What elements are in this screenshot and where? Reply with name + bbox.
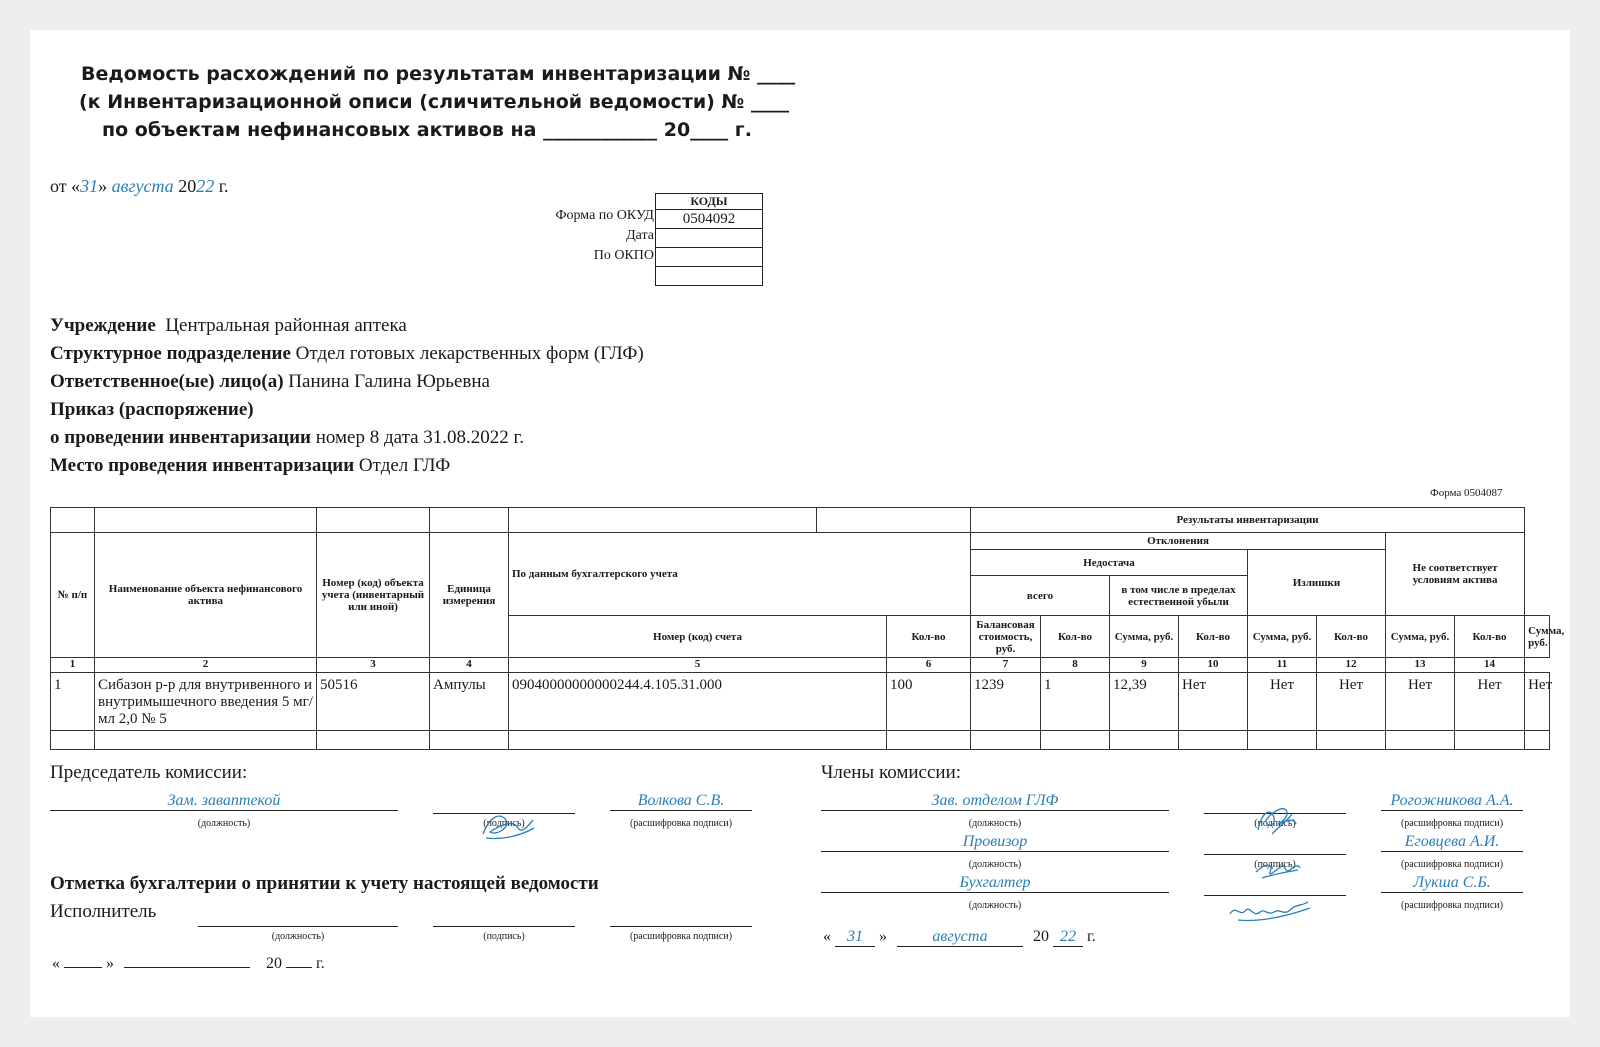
quote-open: « xyxy=(52,955,60,972)
member-2-name-label: (расшифровка подписи) xyxy=(1400,859,1504,870)
h-empty-5 xyxy=(509,508,817,533)
member-2-position: Провизор xyxy=(821,833,1169,852)
cell-name: Сибазон р-р для внутривенного и внутримышечного введения 5 мг/мл 2,0 № 5 xyxy=(95,673,317,731)
header-balance: Балансовая стоимость, руб. xyxy=(971,616,1041,658)
date-code-label: Дата xyxy=(626,228,654,243)
cell-code: 50516 xyxy=(317,673,430,731)
title-line-1: Ведомость расхождений по результатам инвентаризации № ____ xyxy=(81,63,796,85)
date-mid: » xyxy=(98,176,112,196)
executor-date-year[interactable] xyxy=(286,951,312,968)
inventory-table xyxy=(50,507,1565,750)
members-label: Члены комиссии: xyxy=(821,762,962,783)
date-prefix: от « xyxy=(50,176,81,196)
header-unit: Единица измерения xyxy=(430,533,509,658)
header-nc-sum: Сумма, руб. xyxy=(1525,616,1550,658)
header-accounting: По данным бухгалтерского учета xyxy=(509,533,971,616)
h-empty-6 xyxy=(817,508,971,533)
place-label: Место проведения инвентаризации xyxy=(50,455,355,476)
col-number: 7 xyxy=(971,658,1041,673)
chair-position: Зам. завaптекой xyxy=(50,792,398,811)
header-code: Номер (код) объекта учета (инвентарный или иной) xyxy=(317,533,430,658)
header-results: Результаты инвентаризации xyxy=(971,508,1525,533)
h-empty-4 xyxy=(430,508,509,533)
institution-row xyxy=(50,312,644,340)
header-sur-qty: Кол-во xyxy=(1317,616,1386,658)
col-number: 12 xyxy=(1317,658,1386,673)
cell-nc-sum: Нет xyxy=(1525,673,1550,731)
header-sur-sum: Сумма, руб. xyxy=(1386,616,1455,658)
header-qty: Кол-во xyxy=(887,616,971,658)
col-number: 2 xyxy=(95,658,317,673)
quote-open: « xyxy=(823,928,831,945)
document-date xyxy=(50,172,229,200)
date-year: 22 xyxy=(196,176,215,196)
cell-balance: 1239 xyxy=(971,673,1041,731)
member-3-name-label: (расшифровка подписи) xyxy=(1400,900,1504,911)
executor-date-month[interactable] xyxy=(124,951,250,968)
cell-nat-sum: Нет xyxy=(1248,673,1317,731)
executor-date xyxy=(52,951,325,973)
info-block xyxy=(50,312,644,480)
col-number: 4 xyxy=(430,658,509,673)
institution-value: Центральная районная аптека xyxy=(165,315,407,336)
members-date-day: 31 xyxy=(835,928,875,947)
cell-short-sum: 12,39 xyxy=(1110,673,1179,731)
institution-label: Учреждение xyxy=(50,315,156,336)
header-name: Наименование объекта нефинансового актива xyxy=(95,533,317,658)
title-line-2: (к Инвентаризационной описи (сличительной ведомости) № ____ xyxy=(79,91,789,113)
h-empty-1 xyxy=(51,508,95,533)
place-row xyxy=(50,452,644,480)
chair-name: Волкова С.В. xyxy=(610,792,752,811)
col-number: 3 xyxy=(317,658,430,673)
col-number: 10 xyxy=(1179,658,1248,673)
division-value: Отдел готовых лекарственных форм (ГЛФ) xyxy=(295,343,644,364)
member-3-position-label: (должность) xyxy=(968,900,1022,911)
cell-sur-sum: Нет xyxy=(1386,673,1455,731)
responsible-value: Панина Галина Юрьевна xyxy=(288,371,490,392)
cell-unit: Ампулы xyxy=(430,673,509,731)
cell-short-qty: 1 xyxy=(1041,673,1110,731)
header-short-sum: Сумма, руб. xyxy=(1110,616,1179,658)
header-short-qty: Кол-во xyxy=(1041,616,1110,658)
member-2-signature-line xyxy=(1204,833,1346,855)
okud-value: 0504092 xyxy=(656,210,763,229)
header-nc-qty: Кол-во xyxy=(1455,616,1525,658)
codes-labels xyxy=(490,206,654,266)
year-suffix: г. xyxy=(1087,928,1096,945)
header-nat-qty: Кол-во xyxy=(1179,616,1248,658)
col-number: 14 xyxy=(1455,658,1525,673)
cell-account: 09040000000000244.4.105.31.000 xyxy=(509,673,887,731)
executor-decoding-label: (расшифровка подписи) xyxy=(629,931,733,942)
header-surplus: Излишки xyxy=(1248,550,1386,616)
header-natural: в том числе в пределах естественной убыли xyxy=(1110,576,1248,616)
col-number: 8 xyxy=(1041,658,1110,673)
header-nonconform: Не соответствует условиям актива xyxy=(1386,533,1525,616)
date-day: 31 xyxy=(80,176,99,196)
table-row xyxy=(51,673,1550,731)
extra-code-value xyxy=(656,267,763,286)
okpo-value xyxy=(656,248,763,267)
form-note: Форма 0504087 xyxy=(1430,487,1503,499)
order2-value: номер 8 дата 31.08.2022 г. xyxy=(315,427,524,448)
h-empty-2 xyxy=(95,508,317,533)
member-1-position-label: (должность) xyxy=(968,818,1022,829)
date-suffix: г. xyxy=(214,176,229,196)
member-2-position-label: (должность) xyxy=(968,859,1022,870)
codes-table xyxy=(655,193,763,286)
col-number: 1 xyxy=(51,658,95,673)
members-date-year: 22 xyxy=(1053,928,1083,947)
responsible-label: Ответственное(ые) лицо(а) xyxy=(50,371,284,392)
executor-signature-line[interactable] xyxy=(433,905,575,927)
member-1-name: Рогожникова А.А. xyxy=(1381,792,1523,811)
member-2-name: Еговцева А.И. xyxy=(1381,833,1523,852)
chair-position-label: (должность) xyxy=(197,818,251,829)
cell-qty: 100 xyxy=(887,673,971,731)
accounting-title: Отметка бухгалтерии о принятии к учету настоящей ведомости xyxy=(50,873,599,894)
okpo-label: По ОКПО xyxy=(593,248,654,263)
header-account: Номер (код) счета xyxy=(509,616,887,658)
date-month: августа xyxy=(111,176,174,196)
okud-label: Форма по ОКУД xyxy=(555,208,654,223)
title-line-3: по объектам нефинансовых активов на ____________ 20____ г. xyxy=(102,119,752,141)
division-row xyxy=(50,340,644,368)
member-3-signature-line xyxy=(1204,874,1346,896)
col-number: 11 xyxy=(1248,658,1317,673)
cell-n: 1 xyxy=(51,673,95,731)
col-number: 9 xyxy=(1110,658,1179,673)
quote-close: » xyxy=(879,928,887,945)
place-value: Отдел ГЛФ xyxy=(358,455,451,476)
year-prefix: 20 xyxy=(1033,928,1049,945)
signature-icon xyxy=(1226,896,1316,926)
order2-row xyxy=(50,424,644,452)
order-label: Приказ (распоряжение) xyxy=(50,399,254,420)
date-code-value xyxy=(656,229,763,248)
cell-nat-qty: Нет xyxy=(1179,673,1248,731)
member-3-name: Лукша С.Б. xyxy=(1381,874,1523,893)
year-suffix: г. xyxy=(316,955,325,972)
member-1-position: Зав. отделом ГЛФ xyxy=(821,792,1169,811)
header-num: № п/п xyxy=(51,533,95,658)
division-label: Структурное подразделение xyxy=(50,343,291,364)
col-number: 13 xyxy=(1386,658,1455,673)
table-row-empty xyxy=(51,731,1550,750)
cell-nc-qty: Нет xyxy=(1455,673,1525,731)
chair-label: Председатель комиссии: xyxy=(50,762,248,783)
members-date xyxy=(823,928,1096,947)
year-prefix: 20 xyxy=(266,955,282,972)
member-2-signature-label: (подпись) xyxy=(1254,859,1296,870)
executor-position-label: (должность) xyxy=(271,931,325,942)
responsible-row xyxy=(50,368,644,396)
col-number: 6 xyxy=(887,658,971,673)
chair-name-label: (расшифровка подписи) xyxy=(629,818,733,829)
column-numbers-row xyxy=(51,658,1550,673)
order-row xyxy=(50,396,644,424)
header-deviations: Отклонения xyxy=(971,533,1386,550)
member-1-signature-label: (подпись) xyxy=(1254,818,1296,829)
signature-icon xyxy=(478,806,538,844)
executor-label: Исполнитель xyxy=(50,901,157,922)
quote-close: » xyxy=(106,955,114,972)
header-total: всего xyxy=(971,576,1110,616)
chair-signature-label: (подпись) xyxy=(483,818,525,829)
executor-signature-label: (подпись) xyxy=(483,931,525,942)
h-empty-3 xyxy=(317,508,430,533)
member-1-name-label: (расшифровка подписи) xyxy=(1400,818,1504,829)
order2-label: о проведении инвентаризации xyxy=(50,427,311,448)
codes-header: КОДЫ xyxy=(656,194,763,210)
executor-decoding-line[interactable] xyxy=(610,905,752,927)
member-3-position: Бухгалтер xyxy=(821,874,1169,893)
header-shortage: Недостача xyxy=(971,550,1248,576)
date-year-prefix: 20 xyxy=(173,176,197,196)
members-date-month: августа xyxy=(897,928,1023,947)
cell-sur-qty: Нет xyxy=(1317,673,1386,731)
executor-position-line[interactable] xyxy=(198,905,398,927)
executor-date-day[interactable] xyxy=(64,951,102,968)
col-number: 5 xyxy=(509,658,887,673)
document-sheet xyxy=(30,30,1570,1017)
header-nat-sum: Сумма, руб. xyxy=(1248,616,1317,658)
